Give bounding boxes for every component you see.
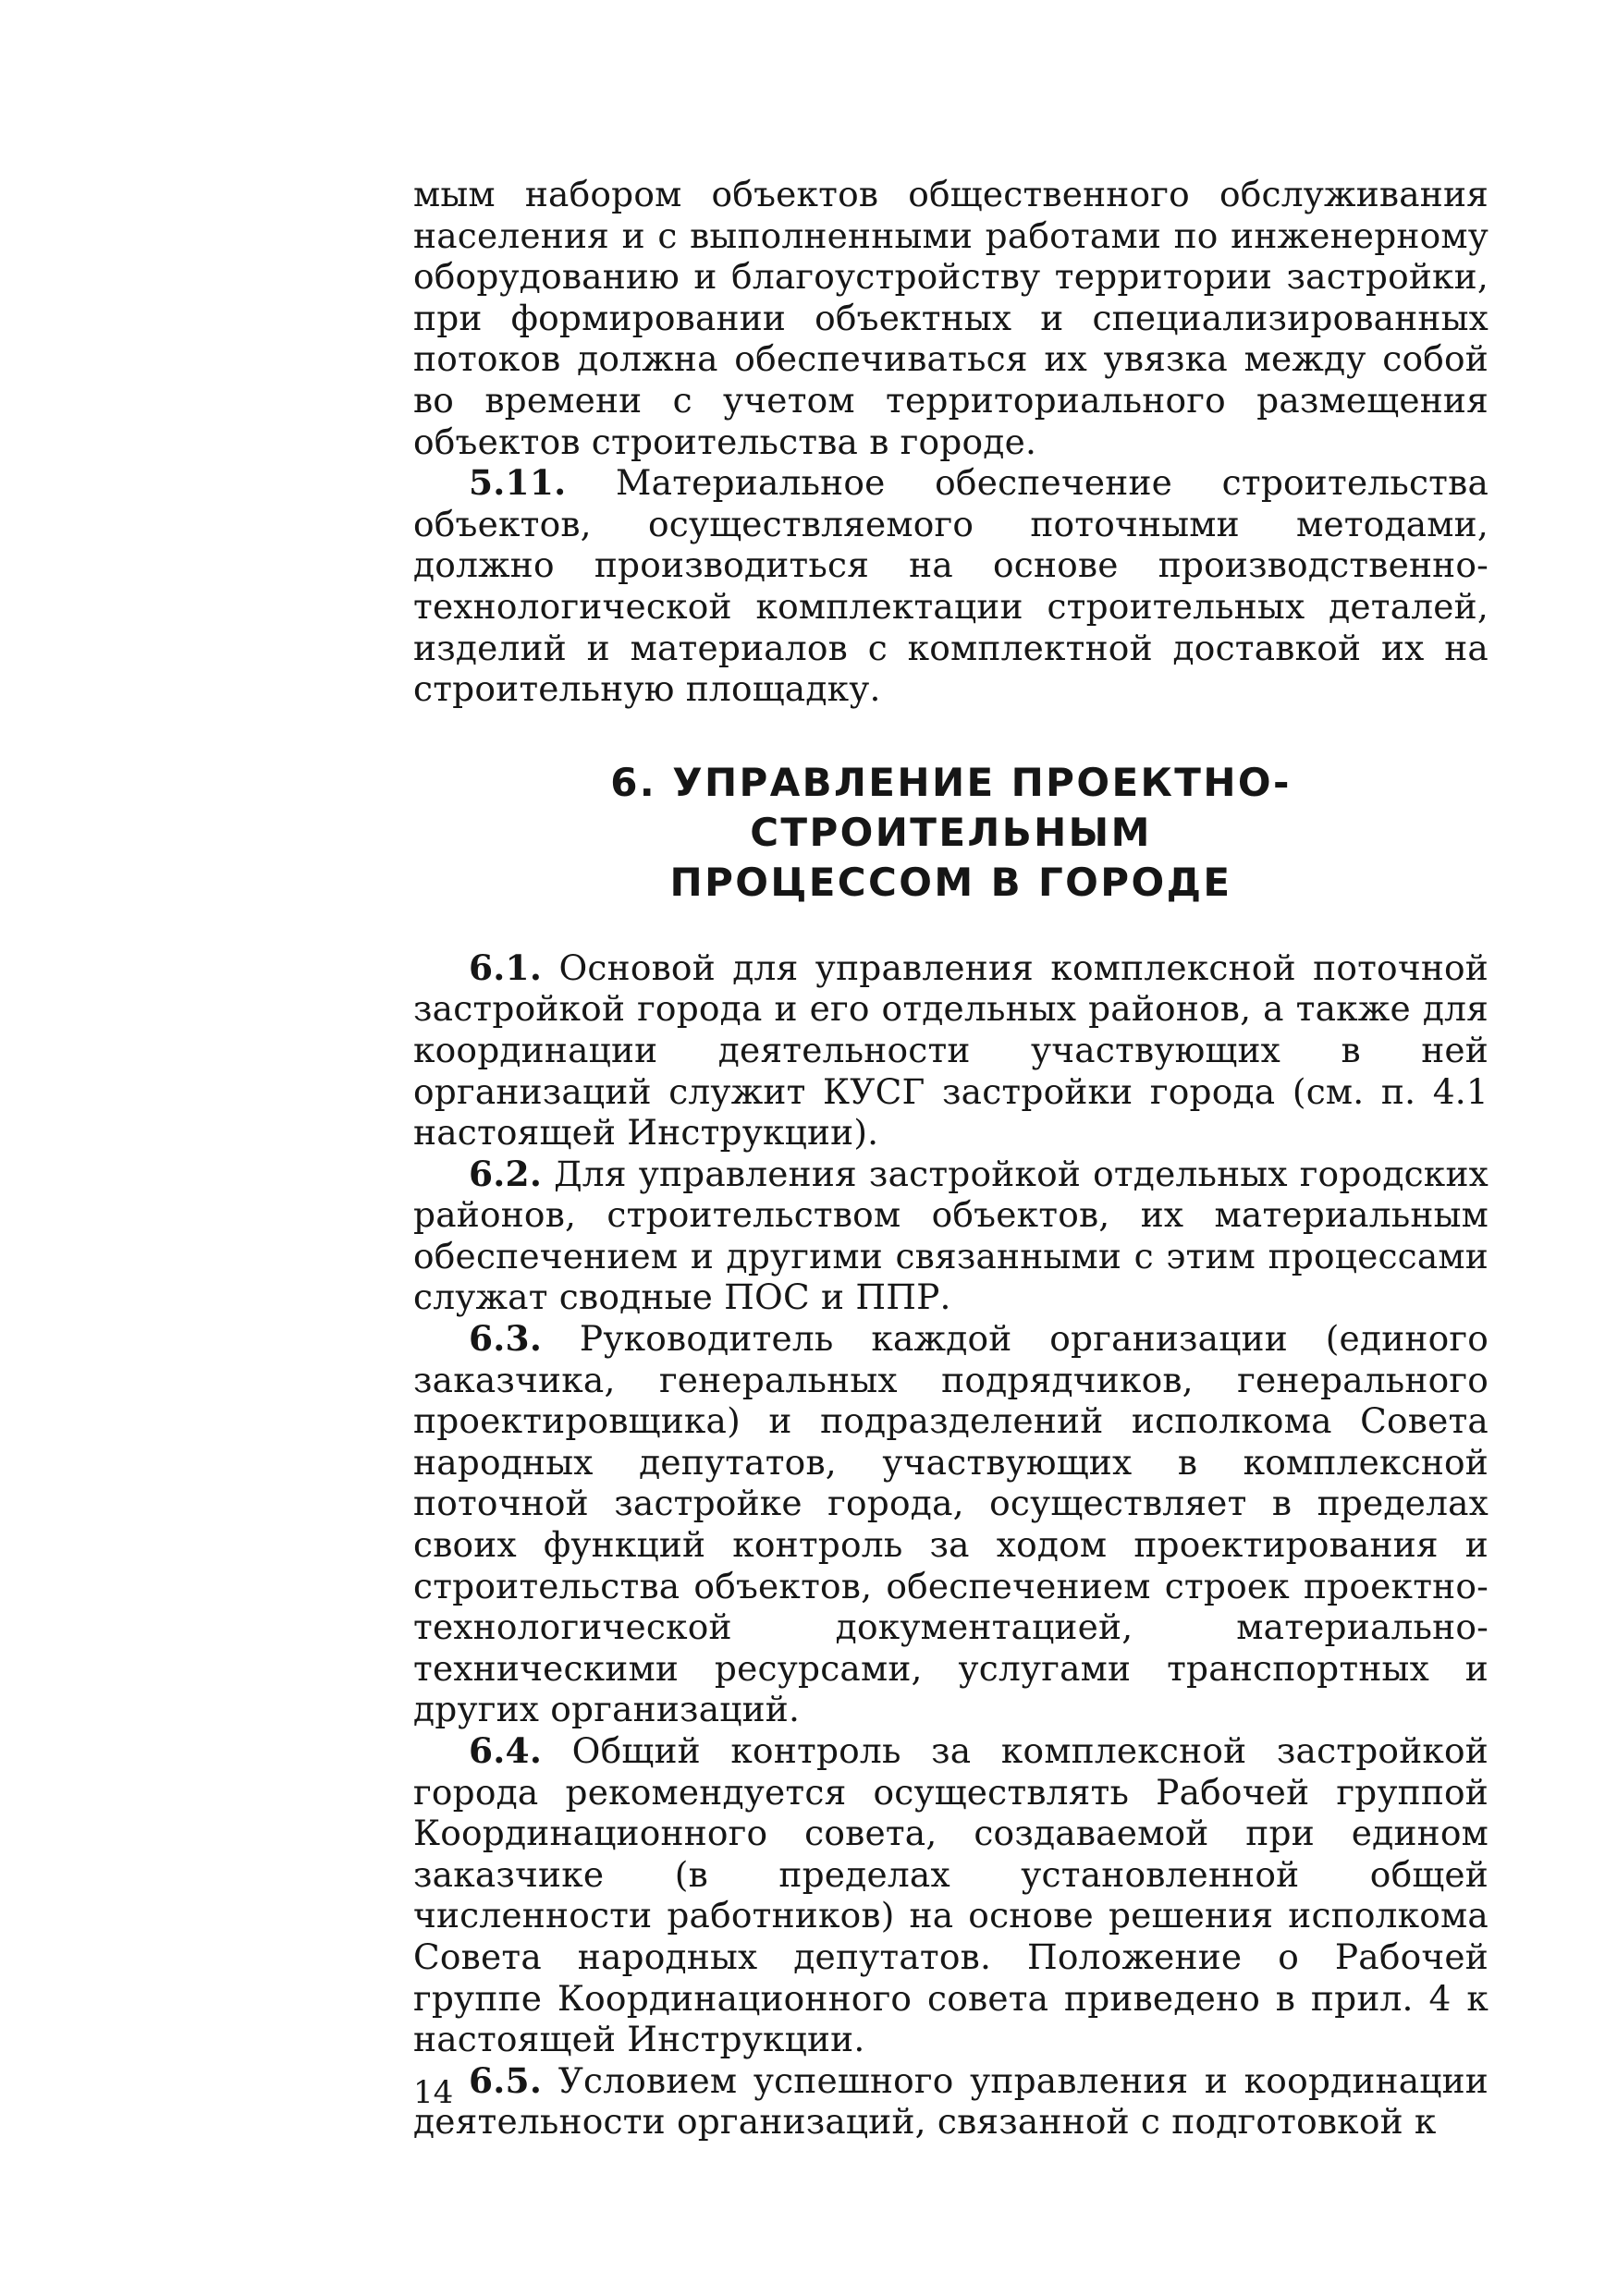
clause-text: Основой для управления комплексной поточной застройкой города и его отдельных районов, а также для координации деятельности участвующих в ней организаций служит КУСГ застройки города (см. п. 4.1 настоящей Инструкции). [413,946,1489,1154]
clause-number: 6.2. [469,1153,543,1194]
clause-number: 6.3. [469,1318,543,1360]
clause-text: Для управления застройкой отдельных городских районов, строительством объектов, их материальным обеспечением и другими связанными с этим процессами служат сводные ПОС и ППР. [413,1153,1489,1318]
section-heading-line-2: ПРОЦЕССОМ В ГОРОДЕ [669,859,1232,905]
clause-text: Руководитель каждой организации (единого заказчика, генеральных подрядчиков, генерального проектировщика) и подразделений исполкома Совета народных депутатов, участвующих в комплексной поточной застройке города, осуществляет в пределах своих функций контроль за ходом проектирования и строительства объектов, обеспечением строек проектно-технологической документацией, материально-техническими ресурсами, услугами транспортных и других организаций. [413,1318,1489,1730]
continuation-paragraph: мым набором объектов общественного обслуживания населения и с выполненными работами по инженерному оборудованию и благоустройству территории застройки, при формировании объектных и специализированных потоков должна обеспечиваться их увязка между собой во времени с учетом территориального размещения объектов строительства в городе. [413,174,1489,462]
clause-number: 6.4. [469,1730,543,1771]
clause-text: Материальное обеспечение строительства объектов, осуществляемого поточными методами, должно производиться на основе производственно-технологической комплектации строительных деталей, изделий и материалов с комплектной доставкой их на строительную площадку. [413,462,1489,710]
section-heading-line-1: 6. УПРАВЛЕНИЕ ПРОЕКТНО-СТРОИТЕЛЬНЫМ [610,759,1292,855]
page-body [413,174,1489,2143]
paragraph-6-2 [413,1154,1489,1318]
clause-number: 6.1. [469,946,543,988]
paragraph-6-3 [413,1318,1489,1730]
paragraph-6-4 [413,1730,1489,2060]
clause-text: Условием успешного управления и координации деятельности организаций, связанной с подготовкой к [413,2059,1489,2143]
clause-number: 6.5. [469,2059,543,2101]
page-number: 14 [413,2074,454,2111]
paragraph-6-1 [413,947,1489,1154]
section-heading [413,758,1489,908]
paragraph-6-5 [413,2060,1489,2143]
paragraph-5-11 [413,462,1489,710]
clause-number: 5.11. [469,462,567,504]
clause-text: Общий контроль за комплексной застройкой города рекомендуется осуществлять Рабочей группой Координационного совета, создаваемой при едином заказчике (в пределах установленной общей численности работников) на основе решения исполкома Совета народных депутатов. Положение о Рабочей группе Координационного совета приведено в прил. 4 к настоящей Инструкции. [413,1730,1489,2060]
